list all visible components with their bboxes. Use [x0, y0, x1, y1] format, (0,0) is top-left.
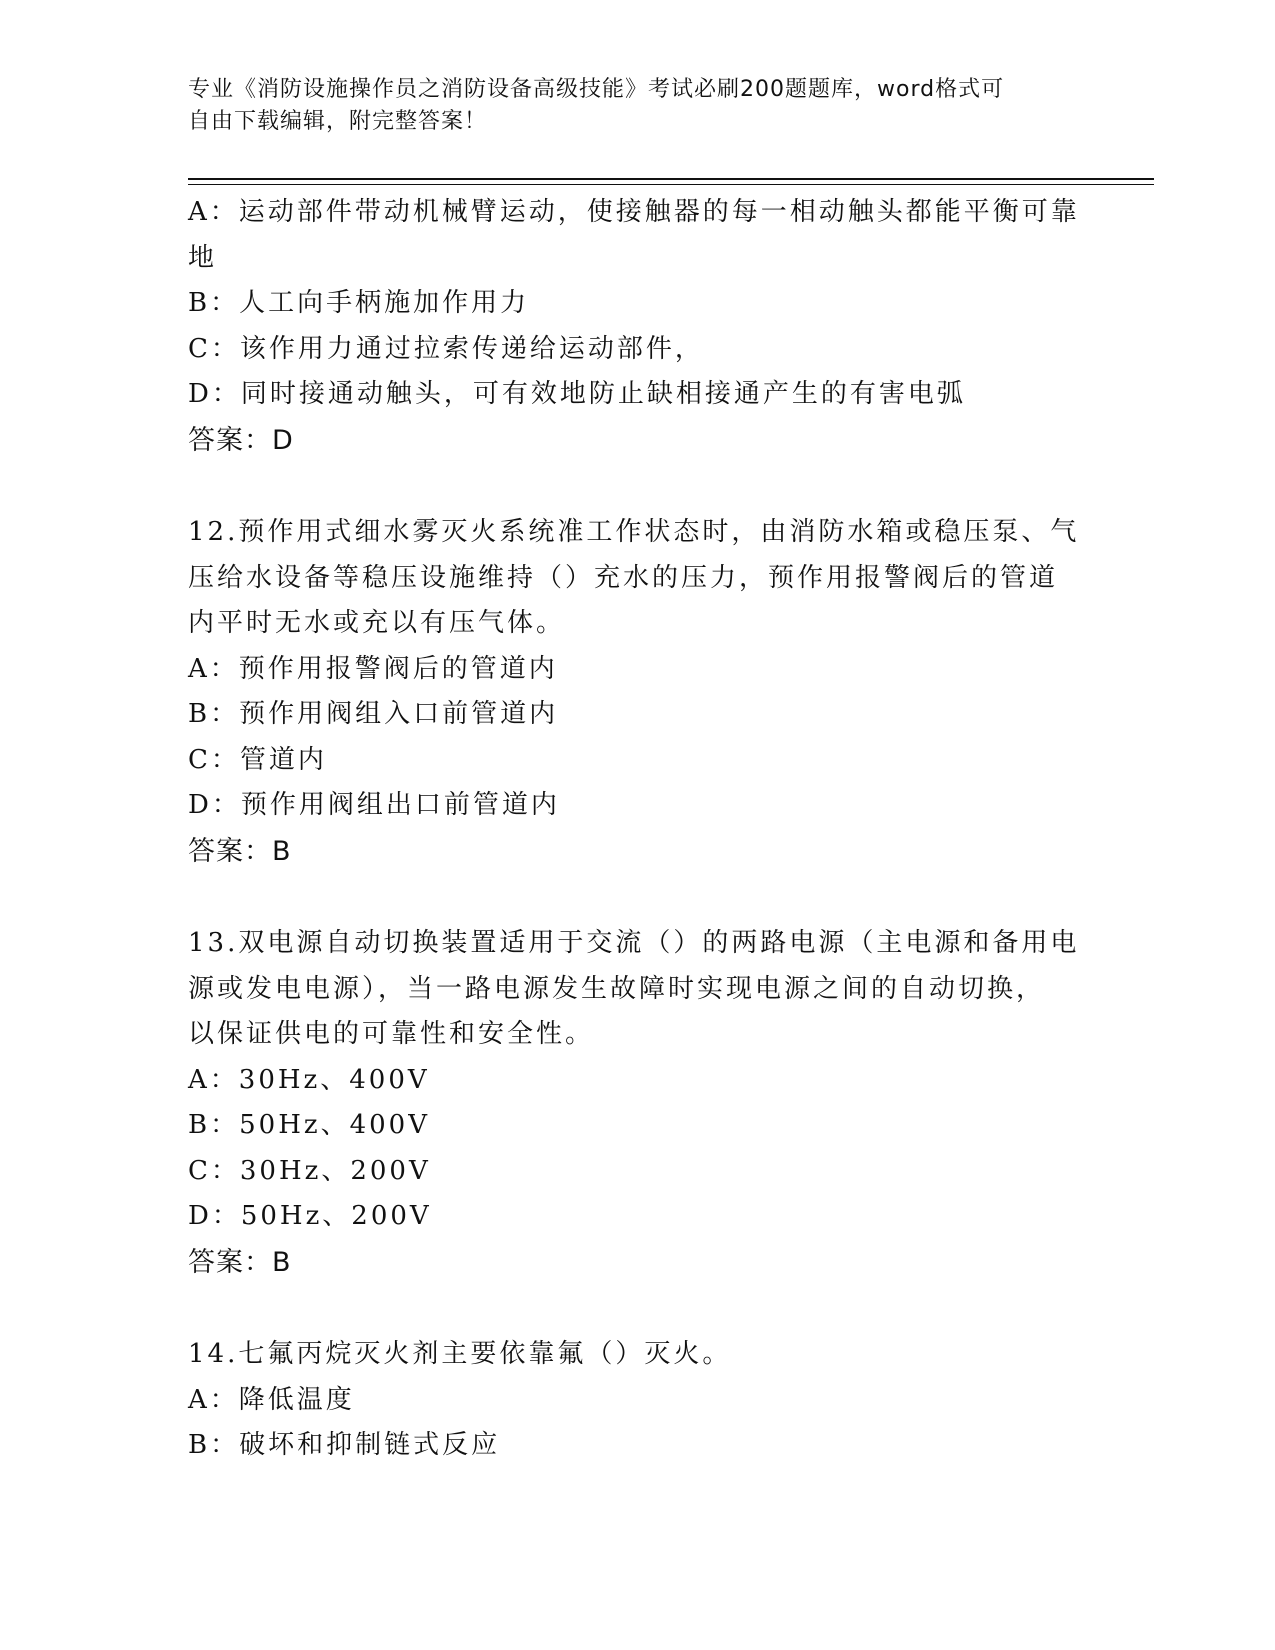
option-d: D：50Hz、200V — [188, 1201, 432, 1231]
spacer — [188, 1285, 1088, 1332]
option-a: A：降低温度 — [188, 1384, 355, 1415]
question-stem: 12.预作用式细水雾灭火系统准工作状态时，由消防水箱或稳压泵、气 — [188, 517, 1080, 547]
question-stem: 源或发电电源），当一路电源发生故障时实现电源之间的自动切换， — [188, 973, 1046, 1004]
answer: 答案：B — [188, 1246, 292, 1278]
option-b: B：人工向手柄施加作用力 — [188, 288, 530, 318]
option-a: A：30Hz、400V — [188, 1064, 430, 1095]
option-c: C：该作用力通过拉索传递给运动部件， — [188, 333, 704, 364]
option-c: C：30Hz、200V — [188, 1155, 431, 1186]
question-stem: 内平时无水或充以有压气体。 — [188, 608, 566, 638]
header-rule-thin — [188, 184, 1154, 185]
question-stem: 14.七氟丙烷灭火剂主要依靠氟（）灭火。 — [188, 1339, 732, 1369]
question-stem: 以保证供电的可靠性和安全性。 — [188, 1019, 595, 1049]
question-stem: 13.双电源自动切换装置适用于交流（）的两路电源（主电源和备用电 — [188, 928, 1080, 958]
option-d: D：同时接通动触头，可有效地防止缺相接通产生的有害电弧 — [188, 379, 966, 409]
answer: 答案：D — [188, 424, 294, 456]
spacer — [188, 463, 1088, 510]
question-12 — [188, 510, 1088, 874]
header-rule-thick — [188, 178, 1154, 180]
option-b: B：50Hz、400V — [188, 1110, 430, 1140]
header-line-1: 专业《消防设施操作员之消防设备高级技能》考试必刷200题题库，word格式可 — [188, 77, 1005, 102]
option-a: A：运动部件带动机械臂运动，使接触器的每一相动触头都能平衡可靠 — [188, 197, 1080, 227]
option-a-continued: 地 — [188, 242, 218, 273]
option-a: A：预作用报警阀后的管道内 — [188, 653, 558, 684]
answer: 答案：B — [188, 835, 292, 867]
option-b: B：预作用阀组入口前管道内 — [188, 699, 559, 729]
option-c: C：管道内 — [188, 744, 327, 775]
spacer — [188, 874, 1088, 921]
question-content — [188, 190, 1088, 1469]
question-14 — [188, 1332, 1088, 1469]
question-stem: 压给水设备等稳压设施维持（）充水的压力，预作用报警阀后的管道 — [188, 562, 1059, 593]
question-13 — [188, 921, 1088, 1285]
page-header — [188, 74, 1068, 138]
option-b: B：破坏和抑制链式反应 — [188, 1430, 501, 1460]
option-d: D：预作用阀组出口前管道内 — [188, 790, 560, 820]
header-line-2: 自由下载编辑，附完整答案！ — [188, 109, 488, 134]
question-11 — [188, 190, 1088, 463]
